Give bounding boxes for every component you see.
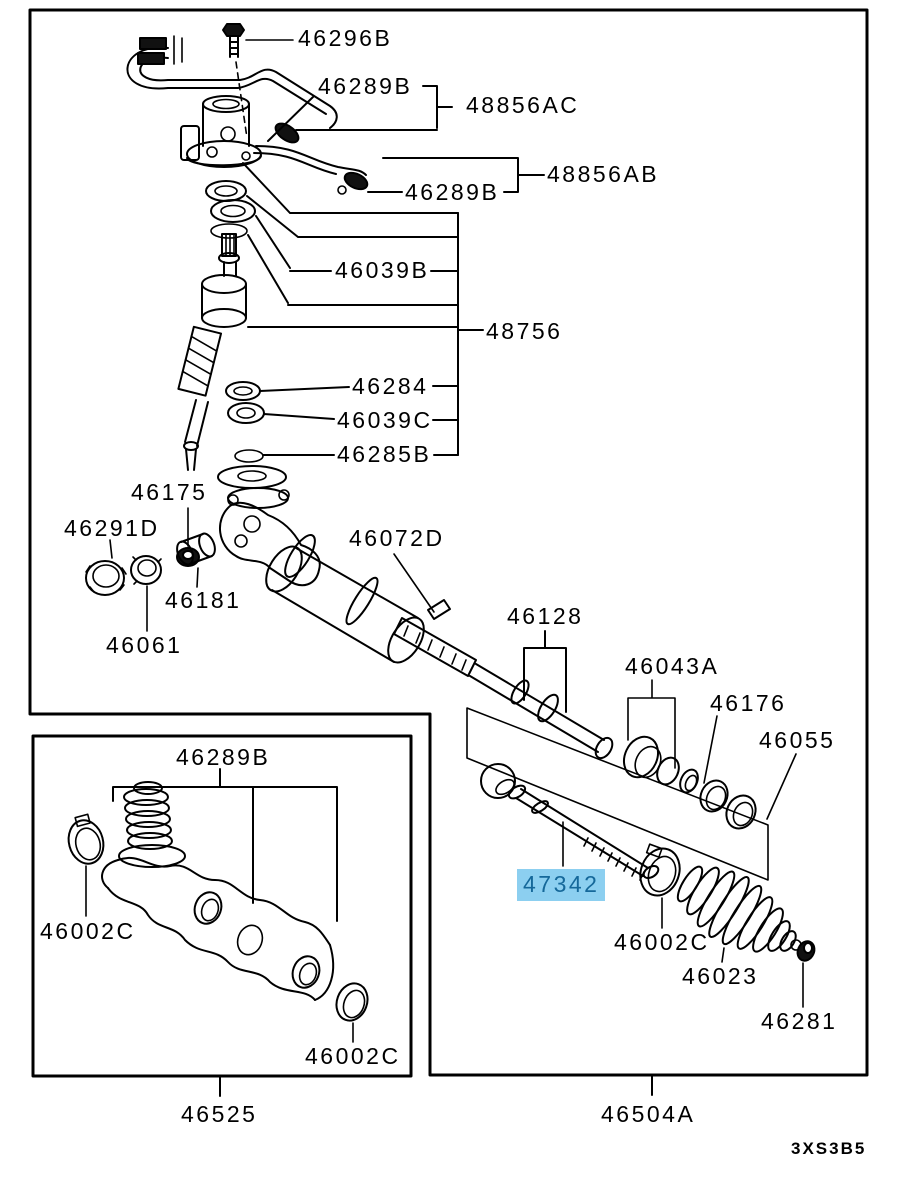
part-label-46289B-2[interactable]: 46289B: [405, 179, 500, 205]
box-leader-ticks: [220, 1075, 652, 1096]
part-label-46002C-3[interactable]: 46002C: [305, 1043, 401, 1069]
part-label-46176[interactable]: 46176: [710, 690, 787, 716]
part-label-46002C-1[interactable]: 46002C: [40, 918, 136, 944]
drawing-code: 3XS3B5: [791, 1139, 867, 1158]
part-label-46285B[interactable]: 46285B: [337, 441, 432, 467]
washer-stack: [226, 382, 264, 462]
part-label-46525[interactable]: 46525: [181, 1101, 258, 1127]
nut-46291d: [86, 540, 126, 595]
clamp-46176: [695, 716, 732, 816]
valve-spring: [119, 782, 185, 867]
part-label-46072D[interactable]: 46072D: [349, 525, 445, 551]
part-label-46055[interactable]: 46055: [759, 727, 836, 753]
part-label-48856AB[interactable]: 48856AB: [547, 161, 660, 187]
part-label-46284[interactable]: 46284: [352, 373, 429, 399]
damper-46281: [795, 939, 818, 1007]
part-label-46043A[interactable]: 46043A: [625, 653, 720, 679]
tie-rod-panel: [467, 708, 768, 880]
pinion-shaft: [178, 234, 246, 470]
part-label-46289B-3[interactable]: 46289B: [176, 744, 271, 770]
part-label-46061[interactable]: 46061: [106, 632, 183, 658]
tie-rod-47342: [481, 764, 660, 880]
part-label-46002C-2[interactable]: 46002C: [614, 929, 710, 955]
clamp-46002c-upper: [64, 814, 108, 916]
part-label-47342-selected[interactable]: 47342: [517, 869, 605, 901]
part-label-46181[interactable]: 46181: [165, 587, 242, 613]
part-label-48756[interactable]: 48756: [486, 318, 563, 344]
hose-48856ab: [254, 146, 370, 194]
part-label-46291D[interactable]: 46291D: [64, 515, 160, 541]
pump-body: [181, 96, 261, 167]
clamp-46002c-lower: [331, 979, 372, 1042]
valve-housing: [102, 858, 333, 1000]
part-label-46039B[interactable]: 46039B: [335, 257, 430, 283]
seal-ring-stack: [206, 181, 255, 238]
part-label-46023[interactable]: 46023: [682, 963, 759, 989]
clamp-46002c-mid: [634, 843, 686, 928]
part-label-46296B[interactable]: 46296B: [298, 25, 393, 51]
diagram-outer-border: [30, 10, 867, 1075]
ring-46061: [131, 556, 161, 631]
part-label-46175[interactable]: 46175: [131, 479, 208, 505]
bushings-46043a: [618, 680, 702, 795]
part-label-46128[interactable]: 46128: [507, 603, 584, 629]
part-label-46039C[interactable]: 46039C: [337, 407, 433, 433]
part-label-48856AC[interactable]: 48856AC: [466, 92, 580, 118]
part-label-46281[interactable]: 46281: [761, 1008, 838, 1034]
part-label-46289B-1[interactable]: 46289B: [318, 73, 413, 99]
part-label-46504A[interactable]: 46504A: [601, 1101, 696, 1127]
